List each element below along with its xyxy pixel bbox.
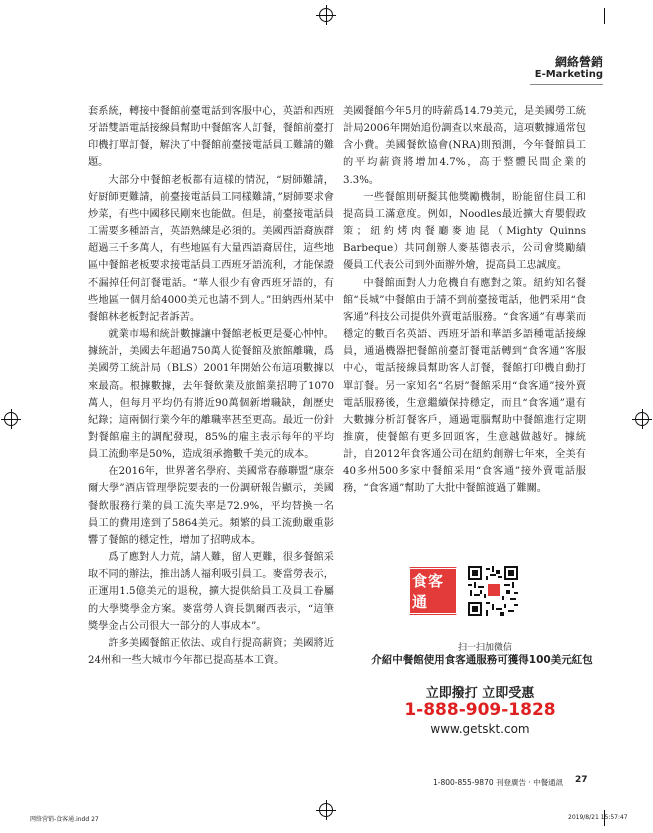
paragraph: 爲了應對人力荒，請人難，留人更難，很多餐館采取不同的辦法，推出誘人福利吸引員工。麥當勞表示，正運用1.5億美元的退稅，擴大提供給員工及員工眷屬的大學獎學金方案。麥當勞人資長凱爾西表示，“這筆獎學金占公司很大一部分的人事成本”。 xyxy=(88,552,334,632)
header-rule xyxy=(530,84,603,85)
paragraph: 一些餐館則研擬其他獎勵機制，盼能留住員工和提高員工滿意度。例如，Noodles最近擴大育嬰假政策；紐約烤肉餐廳麥迪昆（Mighty Quinns Barbeque）共同創辦人麥基德表示，公司會獎勵績優員工代表公司到外面辦外燴，提高員工忠誠度。 xyxy=(343,191,586,272)
article-right-column xyxy=(343,103,586,498)
registration-mark-top xyxy=(319,8,333,22)
paragraph: 大部分中餐館老板都有這樣的情況，“厨師難請，好厨師更難請，前臺接電話員工同樣難請，”厨師要求會炒菜，有些中國移民剛來也能做。但是，前臺接電話員工需要多種語言，英語熟練是必須的。美國西語裔族群超過三千多萬人，有些地區有大量西語裔居住，這些地區中餐館老板要求接電話員工西班牙語流利，才能保證不漏掉任何訂餐電話。“華人很少有會西班牙語的，有些地區一個月給4000美元也請不到人。”田納西州某中餐館林老板對記者訴苦。 xyxy=(88,174,334,323)
qr-code-icon xyxy=(468,566,518,616)
paragraph: 套系統，轉接中餐館前臺電話到客服中心，英語和西班牙語雙語電話接線員幫助中餐館客人訂餐，餐館前臺打印機打單訂餐，解決了中餐館前臺接電話員工難請的難題。 xyxy=(88,106,334,169)
shiketong-logo: 食客通 xyxy=(409,567,457,615)
section-title-zh: 網絡營銷 xyxy=(554,55,603,69)
ad-headline: 介紹中餐館使用食客通服務可獲得100美元紅包 xyxy=(371,654,593,666)
paragraph: 中餐館面對人力危機自有應對之策。紐約知名餐館“長城”中餐館由于請不到前臺接電話，他們采用“食客通”科技公司提供外賣電話服務。“食客通”有專業而穩定的數百名英語、西班牙語和華語多語種電話接線員，通過機器把餐館前臺訂餐電話轉到“食客通”客服中心，電話接線員幫助客人訂餐，餐館打印機自動打單訂餐。另一家知名“名厨”餐館采用“食客通”接外賣電話服務後，生意繼續保持穩定，而且“食客通”還有大數據分析訂餐客戶，通過電腦幫助中餐館進行定期推廣，使餐館有更多回頭客，生意越做越好。據統計，自2012年食客通公司在紐約創辦七年來，全美有40多州500多家中餐館采用“食客通”接外賣電話服務，“食客通”幫助了大批中餐館渡過了難關。 xyxy=(343,277,586,495)
registration-mark-bottom xyxy=(319,803,333,817)
qr-caption: 扫一扫加微信 xyxy=(457,643,512,653)
paragraph: 就業市場和統計數據讓中餐館老板更是憂心忡忡。據統計，美國去年超過750萬人從餐館及旅館離職，爲美國勞工統計局（BLS）2001年開始公布這項數據以來最高。根據數據，去年餐飲業及旅館業招聘了1070萬人，但每月平均仍有將近90萬個新增職缺，創歷史紀錄；這兩個行業今年的離職率甚至更高。最近一份針對餐館雇主的調配發現，85%的雇主表示每年的平均員工流動率是50%，造成須承擔數千美元的成本。 xyxy=(88,329,334,461)
registration-mark-right xyxy=(635,412,649,426)
section-title-en: E-Marketing xyxy=(534,69,603,80)
paragraph: 美國餐館今年5月的時薪爲14.79美元，是美國勞工統計局2006年開始追份調查以來最高，這項數據通常包含小費。美國餐飲協會(NRA)則預測，今年餐館員工的平均薪資將增加4.7%，高于整體民間企業的3.3%。 xyxy=(343,106,586,186)
print-slug-file: 网络营销-食客通.indd 27 xyxy=(30,816,99,823)
article-left-column xyxy=(88,103,334,669)
page-number: 27 xyxy=(575,775,588,785)
ad-cta: 立即撥打 立即受惠 xyxy=(425,686,535,701)
ad-website-link[interactable]: www.getskt.com xyxy=(430,722,530,736)
footer-info: 1-800-855-9870 刊登廣告 · 中餐通訊 xyxy=(433,778,564,787)
paragraph: 許多美國餐館正依法、或自行提高薪資；美國將近24州和一些大城市今年都已提高基本工資。 xyxy=(88,637,334,666)
registration-mark-left xyxy=(4,412,18,426)
ad-phone-number[interactable]: 1-888-909-1828 xyxy=(404,700,556,720)
print-slug-timestamp: 2019/8/21 15:57:47 xyxy=(568,814,628,821)
paragraph: 在2016年，世界著名學府、美國常春藤聯盟“康奈爾大學”酒店管理學院要表的一份調研報告顯示，美國餐飲服務行業的員工流失率是72.9%，平均替換一名員工的費用達到了5864美元。頻繁的員工流動嚴重影響了餐館的穩定性，增加了招聘成本。 xyxy=(88,466,334,546)
crop-mark-top xyxy=(604,8,605,24)
